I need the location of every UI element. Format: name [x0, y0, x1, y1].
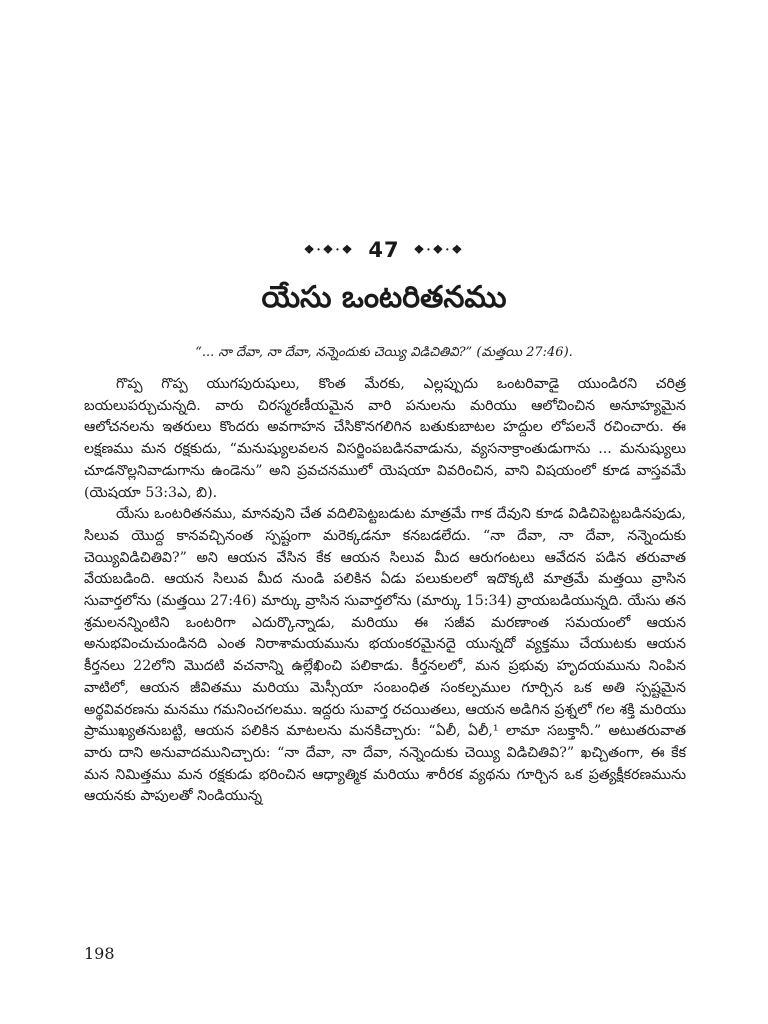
epigraph-quote: “... నా దేవా, నా దేవా, నన్నెందుకు చెయ్యి విడిచితివి?” (మత్తయి 27:46).	[195, 345, 573, 360]
ornament-right: ❖·❖·❖	[413, 242, 465, 257]
body-text	[84, 374, 686, 808]
paragraph-1: గొప్ప గొప్ప యుగపురుషులు, కొంత మేరకు, ఎల్లప్పుదు ఒంటరివాడై యుండిరని చరిత్ర బయలుపర్చుచున్నది. వారు చిరస్మరణీయమైన వారి పనులను మరియు ఆలోచించిన అనూహ్యమైన ఆలోచనలను ఇతరులు కొందరు అవగాహన చేసికొనగలిగిన బతుకుబాటల హద్దుల లోపలనే రచించారు. ఈ లక్షణము మన రక్షకుదు, “మనుష్యులవలన విసర్జింపబడినవాడును, వ్యసనాక్రాంతుడుగాను ... మనుష్యులు చూడనొల్లనివాడుగాను ఉండెను” అని ప్రవచనములో యెషయా వివరించిన, వాని విషయంలో కూడ వాస్తవమే (యెషయా 53:3ఎ, బి).	[84, 376, 686, 501]
chapter-heading	[0, 236, 768, 262]
ornament-left: ❖·❖·❖	[303, 242, 355, 257]
page-number: 198	[84, 944, 115, 963]
chapter-number: 47	[368, 237, 400, 262]
paragraph-2: యేసు ఒంటరితనము, మానవుని చేత వదిలిపెట్టబడుట మాత్రమే గాక దేవుని కూడ విడిచిపెట్టబడినపుడు, సిలువ యొద్ద కానవచ్చినంత స్పష్టంగా మరెక్కడనూ కనబడలేదు. “నా దేవా, నా దేవా, నన్నెందుకు చెయ్యివిడిచితివి?” అని ఆయన వేసిన కేక ఆయన సిలువ మీద ఆరుగంటలు ఆవేదన పడిన తరువాత వేయబడింది. ఆయన సిలువ మీద నుండి పలికిన ఏడు పలుకులలో ఇదొక్కటి మాత్రమే మత్తయి వ్రాసిన సువార్తలోను (మత్తయి 27:46) మార్కు వ్రాసిన సువార్తలోను (మార్కు 15:34) వ్రాయబడియున్నది. యేసు తన శ్రమలనన్నింటిని ఒంటరిగా ఎదుర్కొన్నాడు, మరియు ఈ సజీవ మరణాంత సమయంలో ఆయన అనుభవించుచుండినది ఎంత నిరాశామయమును భయంకరమైనదై యున్నదో వ్యక్తము చేయుటకు ఆయన కీర్తనలు 22లోని మొదటి వచనాన్ని ఉల్లేఖించి పలికాడు. కీర్తనలలో, మన ప్రభువు హృదయమును నింపిన వాటిలో, ఆయన జీవితము మరియు మెస్సీయా సంబంధిత సంకల్పముల గూర్చిన ఒక అతి స్పష్టమైన అర్థవివరణను మనము గమనించగలము. ఇద్దరు సువార్త రచయితలు, ఆయన అడిగిన ప్రశ్నలో గల శక్తి మరియు ప్రాముఖ్యతనుబట్టి, ఆయన పలికిన మాటలను మనకిచ్చారు: “ఏలీ, ఏలీ,¹ లామా సబక్తానీ.” అటుతరువాత వారు దాని అనువాదమునిచ్చారు: “నా దేవా, నా దేవా, నన్నెందుకు చెయ్యి విడిచితివి?” ఖచ్చితంగా, ఈ కేక మన నిమిత్తము మన రక్షకుడు భరించిన ఆధ్యాత్మిక మరియు శారీరక వ్యథను గూర్చిన ఒక ప్రత్యక్షీకరణమును ఆయనకు పాపులతో నిండియున్న	[84, 506, 686, 805]
chapter-title: యేసు ఒంటరితనము	[261, 280, 507, 315]
